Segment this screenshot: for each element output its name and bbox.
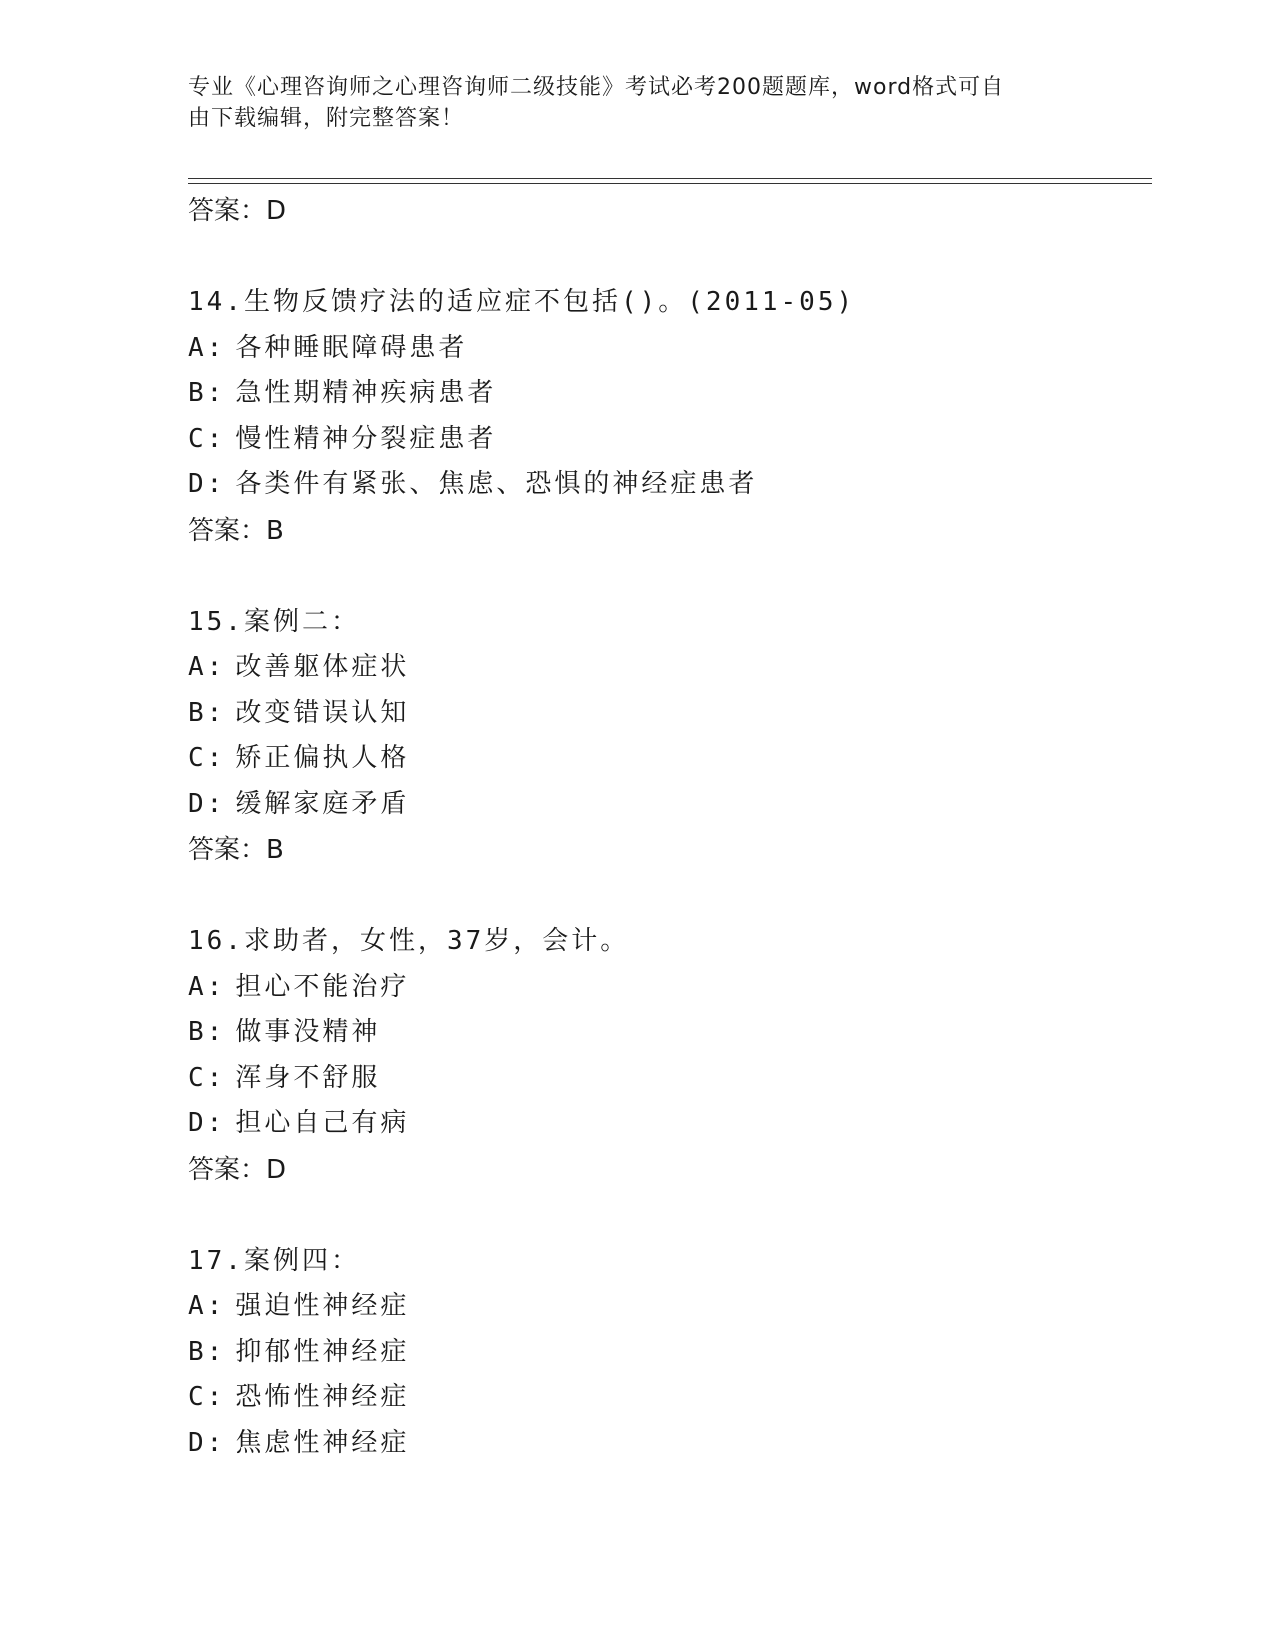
option-key: B: (188, 697, 226, 728)
question-list (188, 188, 1148, 1466)
question-block (188, 1239, 1148, 1467)
option-text: 恐怖性神经症 (235, 1382, 410, 1412)
option-key: B: (188, 1336, 226, 1367)
option-b (188, 371, 1148, 417)
option-b (188, 1330, 1148, 1376)
option-a (188, 965, 1148, 1011)
option-d (188, 462, 1148, 508)
option-key: D: (188, 469, 226, 499)
option-text: 改善躯体症状 (235, 652, 410, 682)
document-header (188, 72, 1068, 134)
option-key: C: (188, 743, 226, 773)
answer-line: 答案：D (188, 196, 287, 226)
option-text: 慢性精神分裂症患者 (235, 423, 497, 454)
option-key: B: (188, 378, 226, 408)
question-title: 17.案例四： (188, 1245, 360, 1276)
option-key: D: (188, 788, 226, 819)
option-c (188, 417, 1148, 463)
option-text: 缓解家庭矛盾 (235, 788, 410, 819)
option-key: B: (188, 1017, 226, 1047)
spacer (188, 873, 1148, 919)
option-d (188, 1101, 1148, 1147)
option-text: 急性期精神疾病患者 (235, 378, 497, 408)
option-text: 各类件有紧张、焦虑、恐惧的神经症患者 (235, 469, 758, 499)
header-line-1: 专业《心理咨询师之心理咨询师二级技能》考试必考200题题库，word格式可自 (188, 75, 1005, 100)
answer-line: 答案：D (188, 1154, 287, 1185)
option-key: C: (188, 1062, 226, 1093)
option-c (188, 736, 1148, 782)
option-a (188, 1284, 1148, 1330)
option-key: A: (188, 332, 226, 363)
option-text: 各种睡眠障碍患者 (235, 332, 468, 363)
spacer (188, 1193, 1148, 1239)
option-key: A: (188, 652, 226, 682)
spacer (188, 554, 1148, 600)
question-title: 14.生物反馈疗法的适应症不包括()。(2011-05) (188, 287, 856, 317)
option-c (188, 1375, 1148, 1421)
question-block (188, 600, 1148, 874)
question-title: 16.求助者，女性，37岁，会计。 (188, 926, 630, 956)
header-divider (188, 178, 1152, 184)
option-d (188, 1421, 1148, 1467)
option-text: 担心自己有病 (235, 1108, 410, 1138)
option-a (188, 326, 1148, 372)
option-d (188, 782, 1148, 828)
option-key: D: (188, 1108, 226, 1138)
option-text: 焦虑性神经症 (235, 1427, 410, 1458)
option-b (188, 691, 1148, 737)
question-title: 15.案例二： (188, 606, 360, 637)
spacer (188, 234, 1148, 280)
option-text: 做事没精神 (235, 1017, 381, 1047)
header-line-2: 由下载编辑，附完整答案！ (188, 106, 465, 131)
option-text: 担心不能治疗 (235, 971, 410, 1002)
option-b (188, 1010, 1148, 1056)
question-block (188, 919, 1148, 1193)
answer-line: 答案：B (188, 515, 284, 546)
option-c (188, 1056, 1148, 1102)
option-key: D: (188, 1427, 226, 1458)
option-key: A: (188, 1291, 226, 1321)
option-text: 抑郁性神经症 (235, 1336, 410, 1367)
option-key: C: (188, 423, 226, 454)
option-text: 强迫性神经症 (235, 1291, 410, 1321)
option-key: A: (188, 971, 226, 1002)
option-text: 改变错误认知 (235, 697, 410, 728)
option-text: 浑身不舒服 (235, 1062, 381, 1093)
option-key: C: (188, 1382, 226, 1412)
question-block (188, 280, 1148, 554)
option-text: 矫正偏执人格 (235, 743, 410, 773)
answer-line: 答案：B (188, 835, 284, 865)
option-a (188, 645, 1148, 691)
